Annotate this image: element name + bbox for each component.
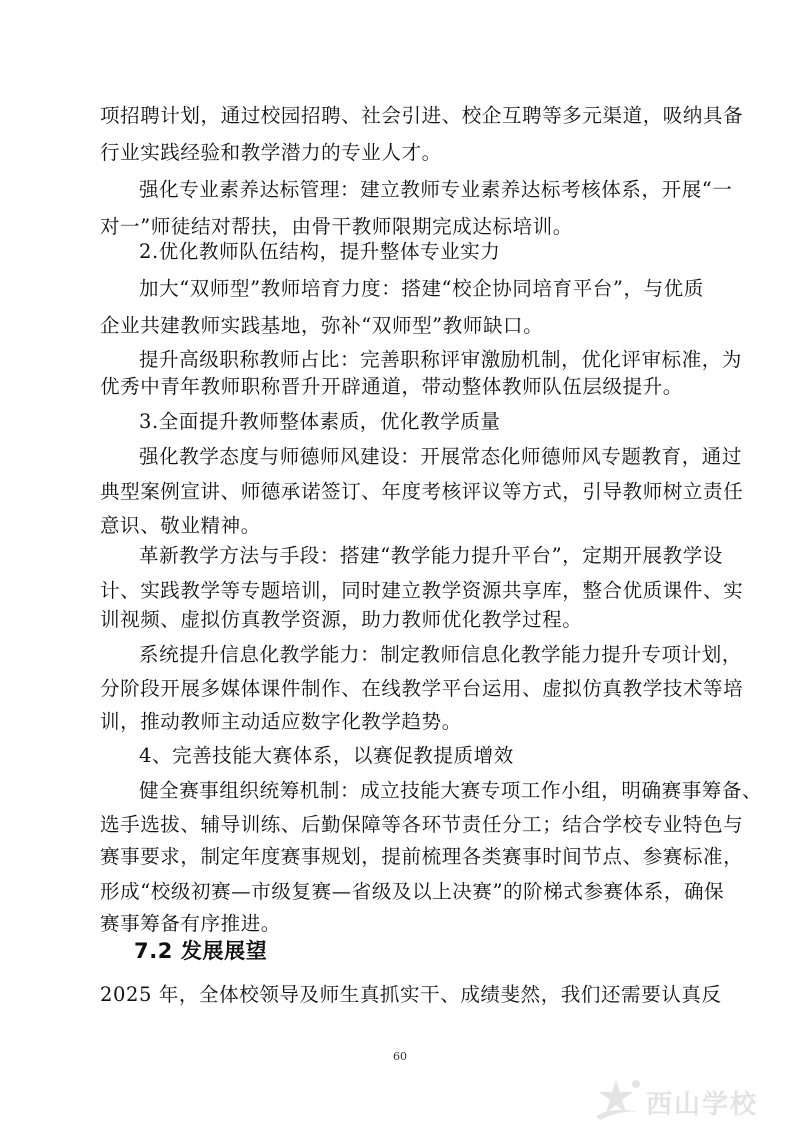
body-line: 赛事筹备有序推进。	[100, 912, 281, 935]
body-line: 2025 年，全体校领导及师生真抓实干、成绩斐然，我们还需要认真反	[100, 983, 722, 1006]
body-line: 训，推动教师主动适应数字化教学趋势。	[100, 710, 462, 733]
body-line: 形成“校级初赛—市级复赛—省级及以上决赛”的阶梯式参赛体系，确保	[100, 880, 725, 903]
body-line: 分阶段开展多媒体课件制作、在线教学平台运用、虚拟仿真教学技术等培	[100, 677, 744, 700]
subheading-3: 3.全面提升教师整体素质，优化教学质量	[139, 410, 501, 433]
body-line: 训视频、虚拟仿真教学资源，助力教师优化教学过程。	[100, 608, 583, 631]
paragraph-first-line: 加大“双师型”教师培育力度：搭建“校企协同培育平台”，与优质	[139, 277, 704, 300]
body-line: 计、实践教学等专题培训，同时建立教学资源共享库，整合优质课件、实	[100, 579, 744, 602]
body-line: 行业实践经验和教学潜力的专业人才。	[100, 141, 442, 164]
body-line: 赛事要求，制定年度赛事规划，提前梳理各类赛事时间节点、参赛标准，	[100, 845, 744, 868]
body-line: 选手选拔、辅导训练、后勤保障等各环节责任分工；结合学校专业特色与	[100, 813, 744, 836]
subheading-4: 4、完善技能大赛体系，以赛促教提质增效	[139, 744, 514, 767]
section-heading: 7.2 发展展望	[134, 939, 268, 963]
paragraph-first-line: 强化专业素养达标管理：建立教师专业素养达标考核体系，开展“一	[139, 178, 733, 201]
paragraph-first-line: 提升高级职称教师占比：完善职称评审激励机制，优化评审标准，为	[139, 348, 743, 371]
paragraph-first-line: 强化教学态度与师德师风建设：开展常态化师德师风专题教育，通过	[139, 445, 743, 468]
watermark	[592, 1076, 772, 1122]
body-line: 企业共建教师实践基地，弥补“双师型”教师缺口。	[100, 314, 544, 337]
body-line: 优秀中青年教师职称晋升开辟通道，带动整体教师队伍层级提升。	[100, 375, 683, 398]
star-logo-icon	[592, 1076, 648, 1122]
paragraph-first-line: 系统提升信息化教学能力：制定教师信息化教学能力提升专项计划，	[139, 643, 743, 666]
paragraph-first-line: 健全赛事组织统筹机制：成立技能大赛专项工作小组，明确赛事筹备、	[139, 779, 763, 802]
body-line: 对一”师徒结对帮扶，由骨干教师限期完成达标培训。	[100, 215, 573, 238]
body-line: 项招聘计划，通过校园招聘、社会引进、校企互聘等多元渠道，吸纳具备	[100, 104, 744, 127]
body-line: 典型案例宣讲、师德承诺签订、年度考核评议等方式，引导教师树立责任	[100, 480, 744, 503]
body-line: 意识、敬业精神。	[100, 514, 261, 537]
page-number: 60	[393, 1050, 407, 1063]
paragraph-first-line: 革新教学方法与手段：搭建“教学能力提升平台”，定期开展教学设	[139, 544, 723, 567]
watermark-text: 西山学校	[646, 1090, 759, 1120]
subheading-2: 2.优化教师队伍结构，提升整体专业实力	[139, 240, 501, 263]
